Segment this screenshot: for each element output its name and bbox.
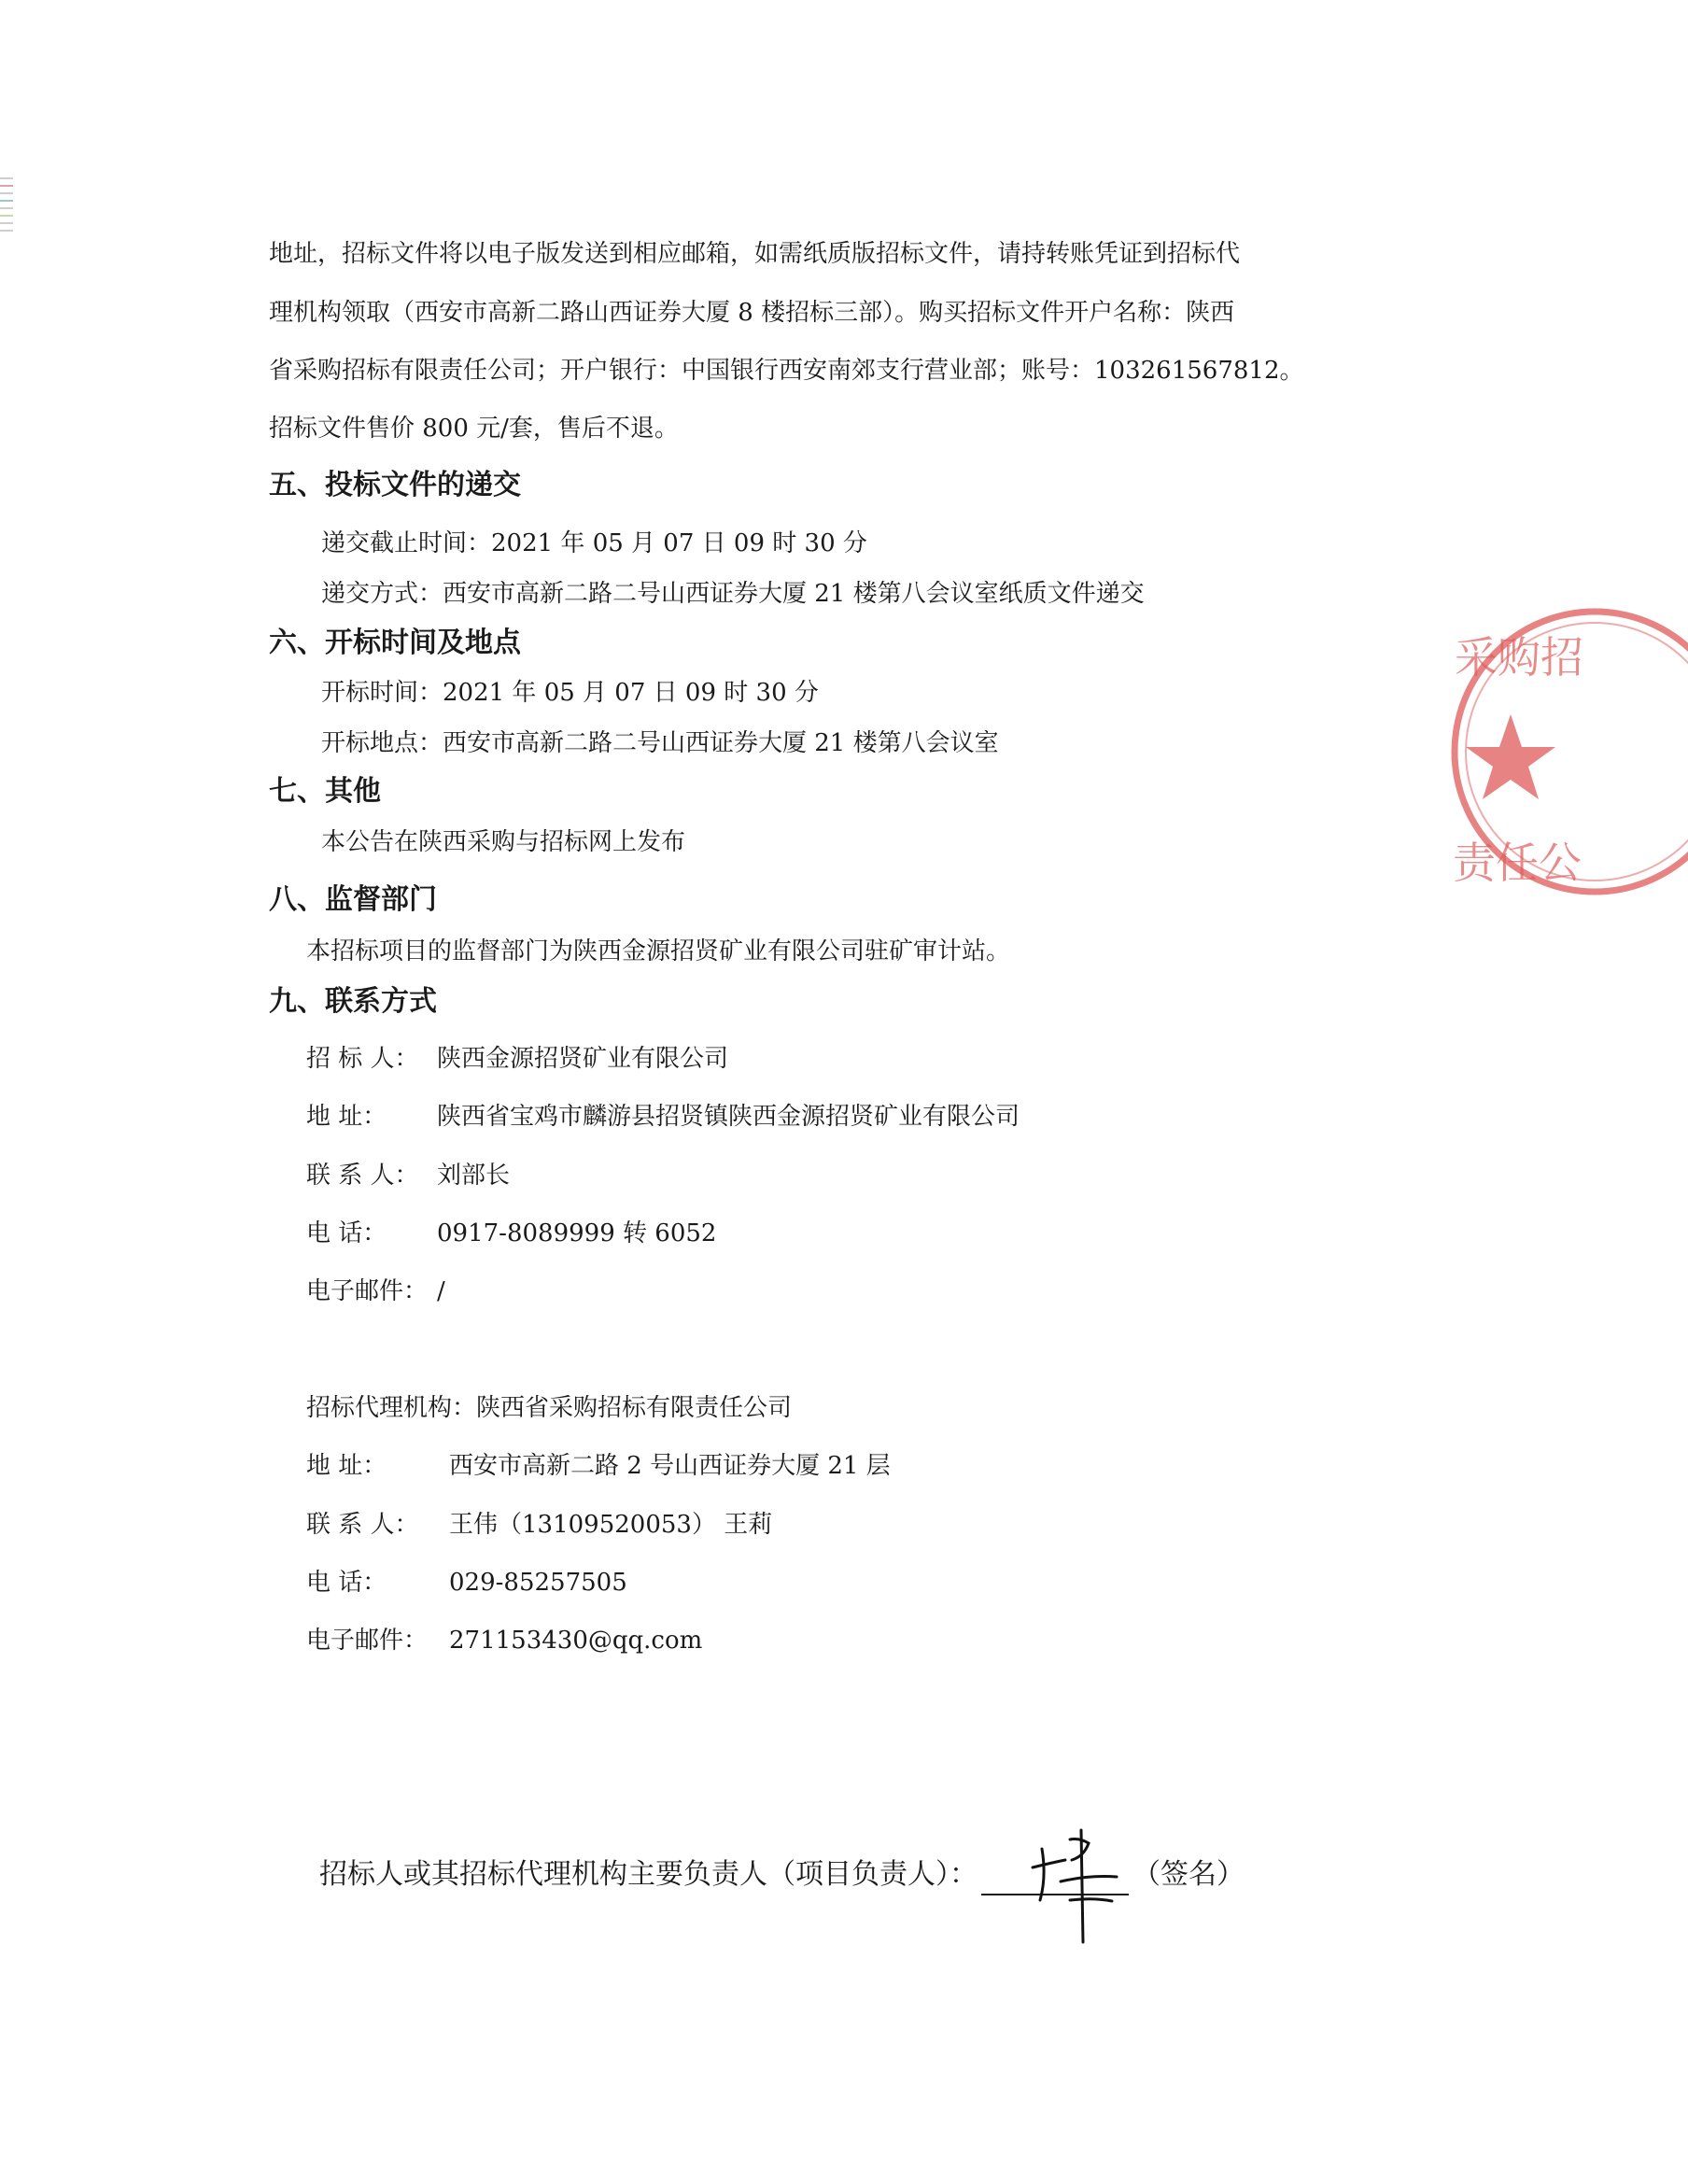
agency-address-label: 地 址：	[306, 1452, 387, 1480]
section-6-title: 六、开标时间及地点	[269, 627, 521, 659]
tenderer-phone-row	[306, 1215, 716, 1252]
tenderer-email-row	[306, 1273, 445, 1310]
section-5-title: 五、投标文件的递交	[269, 469, 521, 501]
tenderer-contact-row	[306, 1157, 510, 1194]
agency-phone-label: 电 话：	[306, 1569, 387, 1597]
tenderer-contact: 刘部长	[437, 1162, 511, 1190]
seal-bottom-text: 责任公	[1453, 838, 1582, 888]
intro-line-1: 地址，招标文件将以电子版发送到相应邮箱，如需纸质版招标文件，请持转账凭证到招标代	[269, 240, 1241, 268]
scan-artifact	[0, 177, 13, 308]
agency-address: 西安市高新二路 2 号山西证券大厦 21 层	[449, 1452, 891, 1480]
signature-suffix: （签名）	[1132, 1858, 1245, 1891]
tenderer-phone: 0917-8089999 转 6052	[437, 1219, 717, 1247]
tenderer-email-label: 电子邮件：	[306, 1277, 429, 1305]
agency-name-label: 招标代理机构：	[306, 1394, 477, 1422]
agency-email-row	[306, 1622, 702, 1659]
tenderer-name-label: 招 标 人：	[306, 1045, 419, 1073]
agency-email-label: 电子邮件：	[306, 1627, 429, 1655]
agency-phone-row	[306, 1564, 627, 1601]
agency-contact-row	[306, 1506, 772, 1543]
tenderer-name: 陕西金源招贤矿业有限公司	[437, 1045, 729, 1073]
section-8-title: 八、监督部门	[269, 883, 437, 916]
tenderer-address-label: 地 址：	[306, 1103, 387, 1131]
other-text: 本公告在陕西采购与招标网上发布	[321, 828, 686, 856]
submission-deadline: 递交截止时间：2021 年 05 月 07 日 09 时 30 分	[321, 529, 867, 557]
tenderer-contact-label: 联 系 人：	[306, 1162, 419, 1190]
intro-line-2: 理机构领取（西安市高新二路山西证券大厦 8 楼招标三部）。购买招标文件开户名称：陕西	[269, 299, 1235, 327]
submission-method: 递交方式：西安市高新二路二号山西证券大厦 21 楼第八会议室纸质文件递交	[321, 580, 1145, 608]
agency-address-row	[306, 1447, 891, 1485]
tenderer-address: 陕西省宝鸡市麟游县招贤镇陕西金源招贤矿业有限公司	[437, 1103, 1020, 1131]
official-seal	[1445, 598, 1688, 906]
agency-phone: 029-85257505	[449, 1569, 627, 1597]
opening-time: 开标时间：2021 年 05 月 07 日 09 时 30 分	[321, 679, 819, 707]
tenderer-phone-label: 电 话：	[306, 1219, 387, 1247]
section-7-title: 七、其他	[269, 775, 381, 808]
tenderer-address-row	[306, 1098, 1020, 1135]
intro-line-4: 招标文件售价 800 元/套，售后不退。	[269, 415, 679, 443]
agency-name-row	[306, 1389, 792, 1427]
agency-name: 陕西省采购招标有限责任公司	[476, 1394, 793, 1422]
agency-contact: 王伟（13109520053） 王莉	[449, 1511, 773, 1539]
handwritten-signature	[1014, 1811, 1154, 1942]
intro-line-3: 省采购招标有限责任公司；开户银行：中国银行西安南郊支行营业部；账号：103261567812。	[269, 357, 1304, 385]
tenderer-email: /	[437, 1277, 445, 1305]
seal-top-text: 采购招	[1455, 632, 1583, 683]
signature-prefix: 招标人或其招标代理机构主要负责人（项目负责人）：	[319, 1858, 978, 1891]
tenderer-name-row	[306, 1040, 728, 1078]
agency-email: 271153430@qq.com	[449, 1627, 703, 1655]
agency-contact-label: 联 系 人：	[306, 1511, 419, 1539]
supervision-text: 本招标项目的监督部门为陕西金源招贤矿业有限公司驻矿审计站。	[306, 937, 1011, 965]
section-9-title: 九、联系方式	[269, 985, 437, 1018]
opening-place: 开标地点：西安市高新二路二号山西证券大厦 21 楼第八会议室	[321, 729, 999, 757]
